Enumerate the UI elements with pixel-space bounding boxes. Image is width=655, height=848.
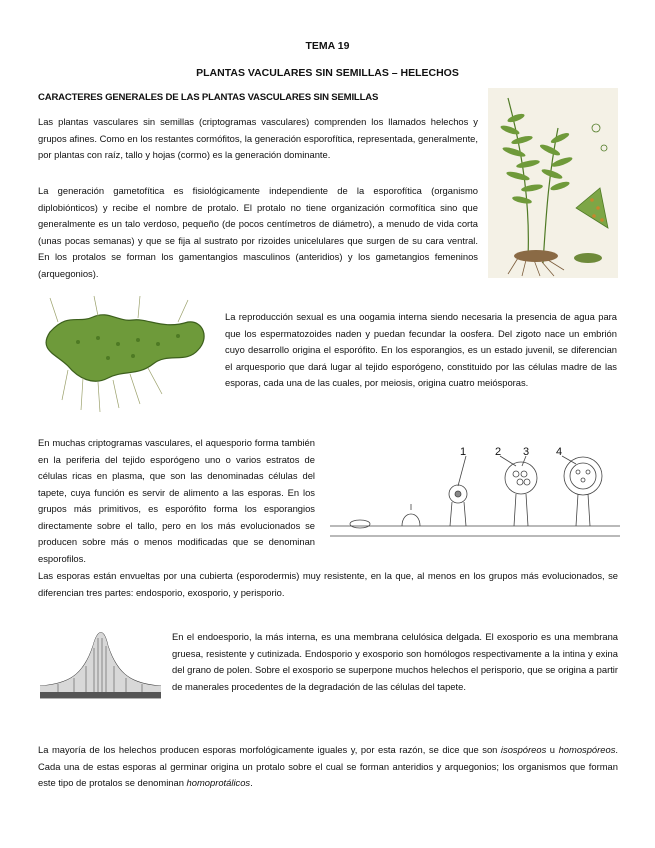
- text-segment: La mayoría de los helechos producen esporas morfológicamente iguales y, por esta razón, se dice que son: [38, 744, 501, 755]
- paragraph-intro: Las plantas vasculares sin semillas (criptogramas vasculares) comprenden los llamados helechos y grupos afines. Como en los restantes cormófitos, la generación esporofítica, representada, generalmente, por plantas con raíz, tallo y hojas (cormo) es la generación dominante.: [38, 116, 478, 160]
- sporangium-label-2: 2: [495, 446, 502, 458]
- text-segment: u: [546, 744, 559, 755]
- paragraph-sporoderm: Las esporas están envueltas por una cubierta (esporodermis) muy resistente, en la que, al menos en los grupos más evolucionados, se diferencian tres partes: endosporio, exosporio, y perisporio.: [38, 570, 618, 598]
- term-homoprothallic: homoprotálicos: [186, 777, 251, 788]
- paragraph-layers: En el endoesporio, la más interna, es una membrana celulósica delgada. El exosporio es una membrana gruesa, resistente y cutinizada. Endosporio y exosporio son homólogos respectivamente a la intina y exina del grano de polen. Sobre el exosporio se superpone muchos helechos el perisporio, que se origina a partir de manerales procedentes de la degradación de las células del tapete.: [172, 631, 618, 692]
- paragraph-tapetum: En muchas criptogramas vasculares, el aquesporio forma también en la periferia del tejido esporógeno uno o varios estratos de células ricas en plasma, que son las denominadas células del tapete, cuya función es servir de alimento a las esporas. En los grupos más primitivos, es esporófito forma los esporangios directamente sobre el tallo, pero en los más evolucionados se producen sobre más o menos modificadas que se denominan esporofilos.: [38, 437, 315, 564]
- fern-illustration: [488, 88, 618, 278]
- sporangium-label-1: 1: [460, 446, 467, 458]
- sporangium-development-illustration: [330, 444, 620, 544]
- spore-wall-illustration: [38, 606, 163, 701]
- sporangium-label-4: 4: [556, 446, 563, 458]
- term-isosporous: isospóreos: [500, 744, 547, 755]
- sporangium-label-3: 3: [523, 446, 530, 458]
- paragraph-homosporous: [38, 742, 618, 792]
- prothallus-illustration: [38, 292, 218, 414]
- page-title: PLANTAS VACULARES SIN SEMILLAS – HELECHOS: [196, 67, 459, 79]
- text-segment: . Cada una de estas esporas al germinar origina un protalo sobre el cual se forman anteridios y arquegonios; los organismos que forman este tipo de protalos se denominan: [38, 744, 618, 788]
- section-heading: CARACTERES GENERALES DE LAS PLANTAS VASCULARES SIN SEMILLAS: [38, 92, 379, 103]
- topic-label: TEMA 19: [305, 40, 350, 52]
- paragraph-gametophyte: La generación gametofítica es fisiológicamente independiente de la esporofítica (organismo diplobiónticos) y recibe el nombre de protalo. El protalo no tiene organización cormofítica sino que generalmente es un talo verdoso, pequeño (de pocos centímetros de diámetro), a menudo de vida corta (unas pocas semanas) y que se fija al sustrato por rizoides unicelulares que surgen de su cara ventral. En los protalos se forman los gamentangios masculinos (anteridios) y los gametangios femeninos (arquegonios).: [38, 185, 478, 279]
- term-homosporous: homospóreos: [558, 744, 616, 755]
- text-segment: .: [250, 777, 253, 788]
- paragraph-reproduction: La reproducción sexual es una oogamia interna siendo necesaria la presencia de agua para que los espermatozoides naden y puedan fecundar la oosfera. Del zigoto nace un embrión cuyo desarrollo origina el esporófito. En los esporangios, es un estado juvenil, se diferencian el arquesporio que dará lugar al tejido esporógeno, constituido por las células madre de las esporas, cada una de las cuales, por meiosis, origina cuatro meiósporas.: [225, 311, 617, 388]
